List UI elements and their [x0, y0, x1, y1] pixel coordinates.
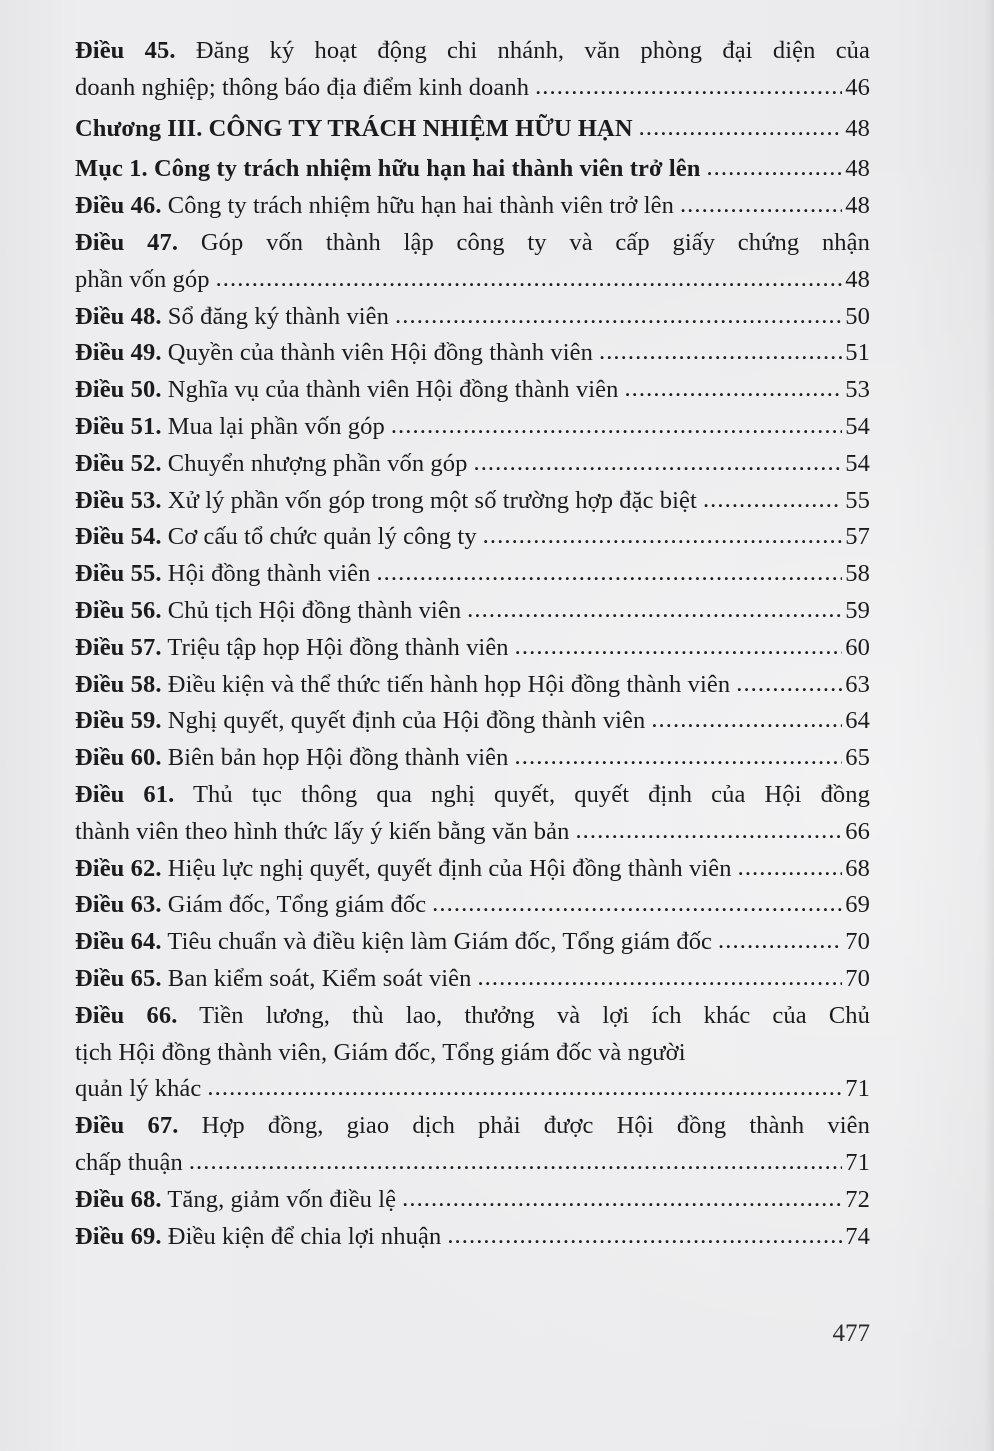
dot-leader: [376, 555, 842, 592]
toc-entry-dieu-69: [75, 1219, 870, 1256]
page-number: 48: [845, 192, 870, 220]
toc-entry-dieu-58: [75, 667, 870, 704]
article-label: Điều 47.: [75, 228, 179, 256]
toc-entry-line-1: [75, 33, 870, 70]
article-title: Nghị quyết, quyết định của Hội đồng thành viên: [167, 707, 646, 735]
dot-leader: [706, 150, 842, 187]
article-title: Thủ tục thông qua nghị quyết, quyết định của Hội đồng: [192, 780, 870, 808]
article-title: Ban kiểm soát, Kiểm soát viên: [167, 964, 472, 992]
article-label: Điều 68.: [75, 1185, 162, 1213]
page-number: 51: [845, 339, 870, 367]
article-label: Điều 65.: [75, 964, 162, 992]
dot-leader: [447, 1218, 842, 1255]
dot-leader: [639, 110, 843, 147]
article-label: Điều 49.: [75, 339, 162, 367]
article-title: Hợp đồng, giao dịch phải được Hội đồng thành viên: [201, 1112, 870, 1140]
page-number: 70: [845, 964, 870, 992]
article-label: Điều 59.: [75, 707, 162, 735]
article-title-middle: tịch Hội đồng thành viên, Giám đốc, Tổng giám đốc và người: [75, 1038, 686, 1066]
page-number: 74: [845, 1222, 870, 1250]
dot-leader: [467, 592, 842, 629]
toc-entry-dieu-68: [75, 1182, 870, 1219]
article-title-continued: doanh nghiệp; thông báo địa điểm kinh doanh: [75, 73, 530, 101]
page-number: 50: [845, 302, 870, 330]
page-number: 71: [845, 1148, 870, 1176]
dot-leader: [216, 261, 843, 298]
dot-leader: [718, 923, 842, 960]
article-label: Điều 61.: [75, 780, 175, 808]
page-number: 48: [845, 265, 870, 293]
dot-leader: [535, 69, 842, 106]
article-title: Hiệu lực nghị quyết, quyết định của Hội đồng thành viên: [167, 854, 732, 882]
page-number: 60: [845, 633, 870, 661]
article-label: Điều 53.: [75, 486, 162, 514]
article-label: Điều 63.: [75, 891, 162, 919]
toc-entry-dieu-60: [75, 740, 870, 777]
page-number: 48: [845, 114, 870, 142]
page-number: 55: [845, 486, 870, 514]
page-number: 63: [845, 670, 870, 698]
article-label: Điều 64.: [75, 928, 162, 956]
page-number: 46: [845, 73, 870, 101]
page-edge-shadow: [984, 0, 994, 1451]
toc-entry-chapter-3: [75, 111, 870, 148]
article-label: Điều 52.: [75, 449, 162, 477]
article-label: Điều 58.: [75, 670, 162, 698]
article-label: Điều 67.: [75, 1112, 179, 1140]
dot-leader: [391, 408, 842, 445]
toc-entry-dieu-52: [75, 446, 870, 483]
article-label: Điều 48.: [75, 302, 162, 330]
toc-entry-dieu-55: [75, 556, 870, 593]
page-number: 57: [845, 523, 870, 551]
article-title: Điều kiện để chia lợi nhuận: [167, 1222, 442, 1250]
article-title: Chuyển nhượng phần vốn góp: [167, 449, 468, 477]
toc-entry-dieu-46: [75, 188, 870, 225]
page-number: 64: [845, 707, 870, 735]
dot-leader: [575, 813, 842, 850]
chapter-heading: Chương III. CÔNG TY TRÁCH NHIỆM HỮU HẠN: [75, 114, 633, 142]
page-number: 53: [845, 376, 870, 404]
toc-entry-dieu-45: [75, 33, 870, 107]
article-label: Điều 50.: [75, 376, 162, 404]
article-title: Nghĩa vụ của thành viên Hội đồng thành viên: [167, 376, 619, 404]
article-label: Điều 60.: [75, 744, 162, 772]
dot-leader: [477, 960, 842, 997]
article-title: Mua lại phần vốn góp: [167, 412, 385, 440]
article-title: Xử lý phần vốn góp trong một số trường hợp đặc biệt: [167, 486, 697, 514]
toc-entry-dieu-50: [75, 372, 870, 409]
dot-leader: [473, 445, 842, 482]
dot-leader: [483, 518, 843, 555]
toc-entry-dieu-65: [75, 961, 870, 998]
page-number: 69: [845, 891, 870, 919]
page-number: 58: [845, 560, 870, 588]
page-number: 68: [845, 854, 870, 882]
article-title: Đăng ký hoạt động chi nhánh, văn phòng đại diện của: [195, 37, 870, 64]
article-label: Điều 54.: [75, 523, 162, 551]
dot-leader: [599, 334, 842, 371]
article-title: Triệu tập họp Hội đồng thành viên: [167, 633, 509, 661]
article-title: Tiền lương, thù lao, thưởng và lợi ích khác của Chủ: [199, 1001, 870, 1029]
dot-leader: [432, 886, 842, 923]
dot-leader: [738, 850, 843, 887]
article-title: Giám đốc, Tổng giám đốc: [167, 891, 427, 919]
article-label: Điều 55.: [75, 560, 162, 588]
page-number: 72: [845, 1185, 870, 1213]
table-of-contents: [75, 33, 870, 1255]
toc-entry-dieu-63: [75, 887, 870, 924]
dot-leader: [736, 666, 842, 703]
toc-entry-dieu-56: [75, 593, 870, 630]
dot-leader: [624, 371, 842, 408]
toc-entry-dieu-54: [75, 519, 870, 556]
article-title: Chủ tịch Hội đồng thành viên: [167, 596, 462, 624]
toc-entry-dieu-59: [75, 703, 870, 740]
article-title-continued: thành viên theo hình thức lấy ý kiến bằng văn bản: [75, 817, 570, 845]
article-title: Tăng, giảm vốn điều lệ: [167, 1185, 397, 1213]
toc-entry-dieu-53: [75, 483, 870, 520]
article-title: Quyền của thành viên Hội đồng thành viên: [167, 339, 593, 367]
dot-leader: [651, 702, 842, 739]
article-title: Hội đồng thành viên: [167, 560, 371, 588]
dot-leader: [189, 1144, 842, 1181]
article-title: Tiêu chuẩn và điều kiện làm Giám đốc, Tổng giám đốc: [167, 928, 713, 956]
article-title-continued: quản lý khác: [75, 1075, 202, 1103]
section-heading: Mục 1. Công ty trách nhiệm hữu hạn hai thành viên trở lên: [75, 155, 701, 183]
toc-entry-dieu-62: [75, 851, 870, 888]
toc-entry-dieu-51: [75, 409, 870, 446]
article-label: Điều 46.: [75, 192, 162, 220]
article-title: Cơ cấu tổ chức quản lý công ty: [167, 523, 477, 551]
page-number: 54: [845, 449, 870, 477]
dot-leader: [703, 482, 842, 519]
toc-entry-dieu-48: [75, 299, 870, 336]
article-label: Điều 69.: [75, 1222, 162, 1250]
article-title-continued: chấp thuận: [75, 1148, 183, 1176]
toc-entry-dieu-47: [75, 225, 870, 299]
article-label: Điều 57.: [75, 633, 162, 661]
toc-entry-section-1: [75, 151, 870, 188]
article-title: Góp vốn thành lập công ty và cấp giấy chứng nhận: [200, 228, 870, 256]
dot-leader: [402, 1181, 842, 1218]
page-number: 59: [845, 596, 870, 624]
toc-entry-dieu-49: [75, 335, 870, 372]
dot-leader: [680, 187, 842, 224]
article-title: Sổ đăng ký thành viên: [167, 302, 390, 330]
page-number: 71: [845, 1075, 870, 1103]
toc-entry-dieu-64: [75, 924, 870, 961]
article-title: Điều kiện và thể thức tiến hành họp Hội đồng thành viên: [167, 670, 731, 698]
article-title-continued: phần vốn góp: [75, 265, 210, 293]
page-number: 66: [845, 817, 870, 845]
dot-leader: [515, 629, 843, 666]
toc-entry-line-2: [75, 70, 870, 107]
article-label: Điều 62.: [75, 854, 162, 882]
article-label: Điều 66.: [75, 1001, 178, 1029]
article-label: Điều 51.: [75, 412, 162, 440]
page-number: 48: [845, 155, 870, 183]
page-number: 65: [845, 744, 870, 772]
article-title: Công ty trách nhiệm hữu hạn hai thành viên trở lên: [167, 192, 674, 220]
page-number: 54: [845, 412, 870, 440]
page-folio-number: 477: [832, 1320, 870, 1347]
toc-entry-dieu-57: [75, 630, 870, 667]
toc-entry-dieu-66: [75, 998, 870, 1108]
dot-leader: [515, 739, 843, 776]
article-title: Biên bản họp Hội đồng thành viên: [167, 744, 509, 772]
article-label: Điều 45.: [75, 37, 176, 64]
toc-entry-dieu-61: [75, 777, 870, 851]
dot-leader: [395, 298, 842, 335]
page-number: 70: [845, 928, 870, 956]
toc-entry-dieu-67: [75, 1108, 870, 1182]
dot-leader: [207, 1070, 842, 1107]
article-label: Điều 56.: [75, 596, 162, 624]
